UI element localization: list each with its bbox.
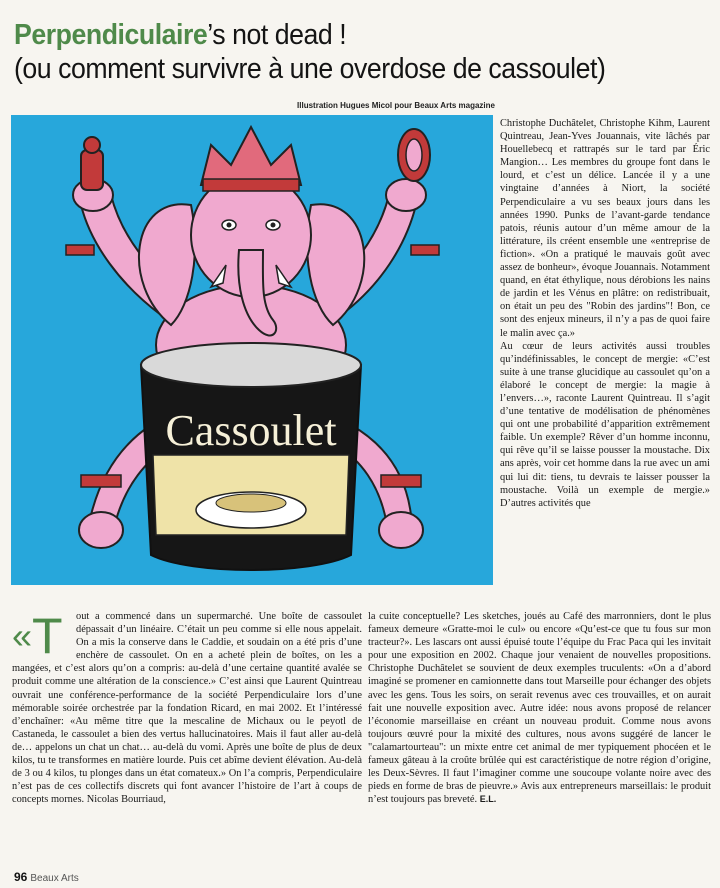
illustration-credit: Illustration Hugues Micol pour Beaux Arts magazine <box>297 101 495 110</box>
drop-quote-mark: « <box>12 615 33 656</box>
can-label: Cassoulet <box>165 406 337 455</box>
headline-accent: Perpendiculaire <box>14 19 208 51</box>
headline-subtitle: (ou comment survivre à une overdose de cassoulet) <box>14 53 606 85</box>
magazine-name: Beaux Arts <box>30 873 79 884</box>
article-headline <box>14 18 658 86</box>
headline-title: ’s not dead ! <box>207 19 347 51</box>
author-signature: E.L. <box>479 794 497 805</box>
article-column-bottom-left <box>12 610 362 806</box>
paragraph: out a commencé dans un supermarché. Une boîte de cassoulet dépassait d’un linéaire. C’était un peu comme si elle nous appelait. On a mis la conserve dans le Caddie, et soudain on a été pris d’une enchère de cassoulet. On en a acheté plein de boîtes, on les a mangées, et c’est alors qu’on a compris: au-delà d’une certaine quantité avalée se produit comme une altération de la conscience.» C’est ainsi que Laurent Quintreau ouvrait une conférence-performance de la société Perpendiculaire lors d’une mémorable soirée orchestrée par la fondation Ricard, en mai 2002. Et l’intéressé d’enchaîner: «Au même titre que la mescaline de Michaux ou le peyotl de Castaneda, le cassoulet a bien des vertus hallucinatoires. Mais il faut aller au-delà de… appelons un chat un chat… au-delà du vomi. Après une boîte de plus de deux kilos, tu te transformes en matière lourde. Puis cet abîme devient élévation. Au-delà de 3 ou 4 kilos, tu plonges dans un état comateux.» On l’a compris, Perpendiculaire n’est pas de ces collectifs discrets qui font avancer l’histoire de l’art à coups de concepts mornes. Nicolas Bourriaud, <box>12 611 362 806</box>
article-column-bottom-right <box>368 610 711 806</box>
paragraph: Christophe Duchâtelet, Christophe Kihm, Laurent Quintreau, Jean-Yves Jouannais, vite lâchés par Houellebecq et rattrapés sur le tard par Éric Mangion… Les membres du groupe font dans le lourd, et c’est un délice. Lancée il y a une vingtaine d’années à Niort, la société Perpendiculaire a vu ses beaux jours dans les années 1990. Punks de l’avant-garde tendance patois, réunis autour d’un même amour de la littérature, ils créent ensemble une «entreprise de fiction». «On a pratiqué le mauvais goût avec assez de bonheur», évoque Jouannais. Notamment quand, en état éthylique, nous dérobions les nains de jardin et les Vénus en plâtre: on redistribuait, on était un peu des "Robin des jardins"! Bon, ce sont des enjeux mineurs, il n’y a pas de quoi faire le malin avec ça.» <box>500 118 710 339</box>
ganesh-cassoulet-drawing <box>11 115 493 585</box>
paragraph: la cuite conceptuelle? Les sketches, joués au Café des marronniers, dont le plus fameux demeure «Gratte-moi le cul» ou encore «Qu’est-ce que tu fous sur mon tracteur?». Les lascars ont aussi épuisé toute l’équipe du Frac Paca qui les invitait pour une exposition en 2002. Chaque jour venaient de nouvelles propositions. Christophe Duchâtelet se souvient de deux exemples truculents: «On a d’abord imaginé se promener en camionnette dans tout Marseille pour échanger des objets avec les gens. Tous les soirs, on serait revenus avec ces trouvailles, et on aurait fait une nouvelle exposition avec. Autre idée: nous avons proposé de relancer l’économie marseillaise en créant un nouveau produit. Comme nous avons toujours œuvré pour la mixité des cultures, nous avons suggéré de lancer le "calamartourteau": un mixte entre cet animal de mer typiquement phocéen et le fameux gâteau à la croûte brûlée qui est caractéristique de notre région d’origine, les Deux-Sèvres. Il faut l’imaginer comme une soucoupe volante noire avec des pieds en forme de bras de pieuvre.» Avis aux entrepreneurs marseillais: le produit n’est toujours pas breveté. <box>368 611 711 806</box>
paragraph: Au cœur de leurs activités aussi troubles qu’indéfinissables, le concept de mergie: «C’est suite à une transe glucidique au cassoulet qu’on a élaboré le concept de mergie: la magie à l’envers…», raconte Laurent Quintreau. Il s’agit d’une tentative de modélisation de phénomènes qui ont une probabilité d’apparition extrêmement faible. Un exemple? Rêver d’un homme inconnu, qui rêve qu’il se laisse pousser la moustache. Dix ans après, voir cet homme dans la rue avec un ami qui lui dit: tiens, tu devrais te laisser pousser la moustache. Voilà un exemple de mergie.» D’autres activités que <box>500 340 710 509</box>
article-column-right <box>500 117 710 510</box>
drop-cap <box>12 608 72 664</box>
drop-cap-letter: T <box>32 608 63 664</box>
page-number: 96 <box>14 870 28 884</box>
ganesh-illustration <box>11 115 493 585</box>
page-footer <box>14 870 79 884</box>
